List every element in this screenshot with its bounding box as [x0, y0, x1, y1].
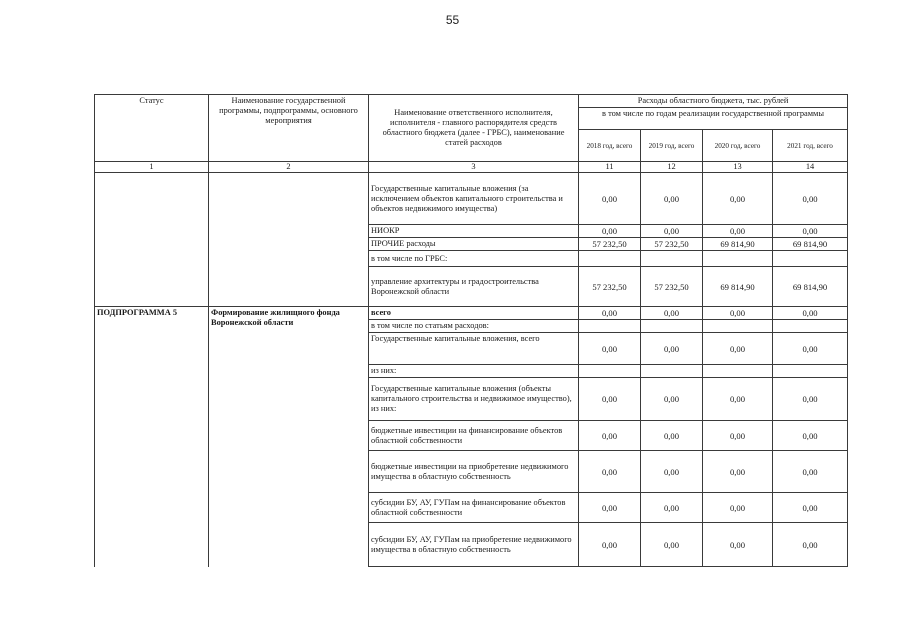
row-value — [641, 251, 703, 267]
row-value: 0,00 — [773, 451, 848, 493]
row-label: бюджетные инвестиции на финансирование объектов областной собственности — [369, 421, 579, 451]
row-value — [579, 320, 641, 333]
row-label: в том числе по ГРБС: — [369, 251, 579, 267]
row-value: 0,00 — [641, 421, 703, 451]
col-number: 3 — [369, 162, 579, 173]
row-value: 0,00 — [579, 493, 641, 523]
row-value: 57 232,50 — [641, 267, 703, 307]
row-label: всего — [369, 307, 579, 320]
row-value: 0,00 — [703, 378, 773, 421]
row-value: 0,00 — [579, 421, 641, 451]
col-number: 14 — [773, 162, 848, 173]
row-value: 0,00 — [703, 333, 773, 365]
row-value: 69 814,90 — [703, 238, 773, 251]
row-value: 57 232,50 — [579, 267, 641, 307]
row-value: 0,00 — [641, 225, 703, 238]
col-number: 11 — [579, 162, 641, 173]
row-value — [703, 251, 773, 267]
row-value — [773, 251, 848, 267]
row-value: 0,00 — [773, 225, 848, 238]
row-label: НИОКР — [369, 225, 579, 238]
header-year-2021: 2021 год, всего — [773, 130, 848, 162]
header-expenses: Расходы областного бюджета, тыс. рублей — [579, 95, 848, 108]
row-value: 0,00 — [641, 523, 703, 567]
header-executor: Наименование ответственного исполнителя, исполнителя - главного распорядителя средств областного бюджета (далее - ГРБС), наименование статей расходов — [369, 95, 579, 162]
row-value: 57 232,50 — [579, 238, 641, 251]
col-number: 1 — [95, 162, 209, 173]
row-value: 0,00 — [773, 421, 848, 451]
subprogram-name: Формирование жилищного фонда Воронежской области — [209, 307, 369, 567]
row-value: 0,00 — [703, 307, 773, 320]
row-value: 0,00 — [773, 523, 848, 567]
row-value: 0,00 — [641, 333, 703, 365]
row-value: 0,00 — [579, 307, 641, 320]
budget-table — [94, 94, 848, 567]
row-value: 0,00 — [579, 523, 641, 567]
subprogram-status: ПОДПРОГРАММА 5 — [95, 307, 209, 567]
row-value: 69 814,90 — [773, 238, 848, 251]
header-by-years: в том числе по годам реализации государственной программы — [579, 108, 848, 130]
col-number: 2 — [209, 162, 369, 173]
row-label: бюджетные инвестиции на приобретение недвижимого имущества в областную собственность — [369, 451, 579, 493]
row-label: Государственные капитальные вложения (за исключением объектов капитального строительства и объектов недвижимого имущества) — [369, 173, 579, 225]
row-label: субсидии БУ, АУ, ГУПам на финансирование объектов областной собственности — [369, 493, 579, 523]
row-value: 0,00 — [703, 173, 773, 225]
row-label: в том числе по статьям расходов: — [369, 320, 579, 333]
header-program-name: Наименование государственной программы, подпрограммы, основного мероприятия — [209, 95, 369, 162]
row-value: 0,00 — [773, 173, 848, 225]
row-value: 0,00 — [579, 451, 641, 493]
col-number: 12 — [641, 162, 703, 173]
row-value — [703, 365, 773, 378]
row-value: 0,00 — [579, 173, 641, 225]
row-value — [703, 320, 773, 333]
row-value: 0,00 — [703, 523, 773, 567]
row-value: 69 814,90 — [773, 267, 848, 307]
row-value: 69 814,90 — [703, 267, 773, 307]
row-value — [641, 320, 703, 333]
row-value: 0,00 — [703, 493, 773, 523]
row-value: 0,00 — [773, 333, 848, 365]
row-value: 0,00 — [703, 421, 773, 451]
row-value — [773, 320, 848, 333]
header-year-2019: 2019 год, всего — [641, 130, 703, 162]
row-value: 0,00 — [579, 333, 641, 365]
program-cell-empty — [209, 173, 369, 307]
row-value: 0,00 — [773, 378, 848, 421]
row-value: 0,00 — [641, 173, 703, 225]
row-label: субсидии БУ, АУ, ГУПам на приобретение недвижимого имущества в областную собственность — [369, 523, 579, 567]
header-year-2018: 2018 год, всего — [579, 130, 641, 162]
header-year-2020: 2020 год, всего — [703, 130, 773, 162]
row-value — [579, 251, 641, 267]
row-value — [641, 365, 703, 378]
row-value: 0,00 — [773, 493, 848, 523]
col-number: 13 — [703, 162, 773, 173]
row-value — [579, 365, 641, 378]
row-label: Государственные капитальные вложения, всего — [369, 333, 579, 365]
row-value: 0,00 — [773, 307, 848, 320]
row-value: 0,00 — [703, 451, 773, 493]
status-cell-empty — [95, 173, 209, 307]
row-value: 0,00 — [579, 225, 641, 238]
row-value: 0,00 — [641, 307, 703, 320]
row-value: 0,00 — [641, 451, 703, 493]
row-label: управление архитектуры и градостроительства Воронежской области — [369, 267, 579, 307]
header-status: Статус — [95, 95, 209, 162]
row-value: 0,00 — [641, 378, 703, 421]
row-value: 0,00 — [641, 493, 703, 523]
row-value: 0,00 — [579, 378, 641, 421]
row-value: 57 232,50 — [641, 238, 703, 251]
page-number: 55 — [445, 13, 460, 27]
row-label: из них: — [369, 365, 579, 378]
row-label: Государственные капитальные вложения (объекты капитального строительства и недвижимое имущество), из них: — [369, 378, 579, 421]
row-label: ПРОЧИЕ расходы — [369, 238, 579, 251]
row-value — [773, 365, 848, 378]
row-value: 0,00 — [703, 225, 773, 238]
